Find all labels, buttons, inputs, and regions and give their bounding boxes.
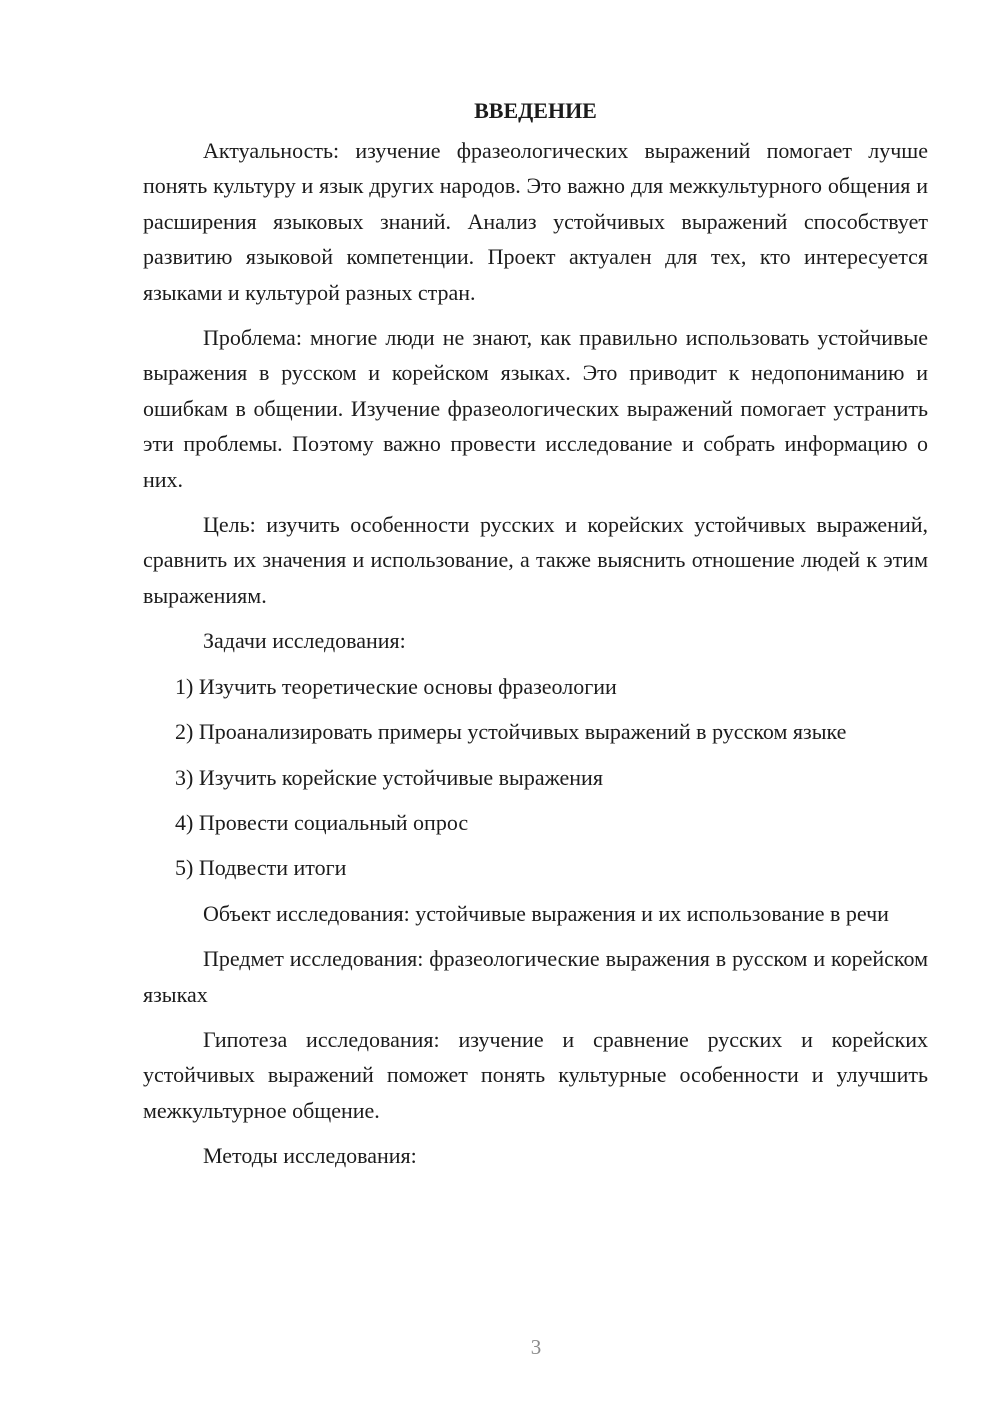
page-title: ВВЕДЕНИЕ: [474, 98, 597, 123]
list-item: 1) Изучить теоретические основы фразеологии: [175, 673, 617, 699]
hypothesis-paragraph: Гипотеза исследования: изучение и сравнение русских и корейских устойчивых выражений поможет понять культурные особенности и улучшить межкультурное общение.: [143, 1026, 928, 1123]
list-item: 3) Изучить корейские устойчивые выражения: [175, 764, 603, 790]
page-content: [143, 93, 928, 1184]
goal-paragraph: Цель: изучить особенности русских и корейских устойчивых выражений, сравнить их значения и использование, а также выяснить отношение людей к этим выражениям.: [143, 512, 928, 608]
problem-paragraph: Проблема: многие люди не знают, как правильно использовать устойчивые выражения в русском и корейском языках. Это приводит к недопониманию и ошибкам в общении. Изучение фразеологических выражений помогает устранить эти проблемы. Поэтому важно провести исследование и собрать информацию о них.: [143, 325, 928, 492]
list-item: 4) Провести социальный опрос: [175, 809, 469, 835]
relevance-paragraph: Актуальность: изучение фразеологических выражений помогает лучше понять культуру и язык других народов. Это важно для межкультурного общения и расширения языковых знаний. Анализ устойчивых выражений способствует развитию языковой компетенции. Проект актуален для тех, кто интересуется языками и культурой разных стран.: [143, 138, 928, 305]
object-paragraph: Объект исследования: устойчивые выражения и их использование в речи: [203, 900, 889, 926]
methods-heading: Методы исследования:: [203, 1143, 417, 1169]
list-item: 2) Проанализировать примеры устойчивых выражений в русском языке: [175, 719, 847, 745]
tasks-heading: Задачи исследования:: [203, 628, 406, 654]
page-number: 3: [530, 1335, 542, 1359]
list-item: 5) Подвести итоги: [175, 855, 347, 881]
subject-paragraph: Предмет исследования: фразеологические выражения в русском и корейском языках: [143, 946, 928, 1007]
